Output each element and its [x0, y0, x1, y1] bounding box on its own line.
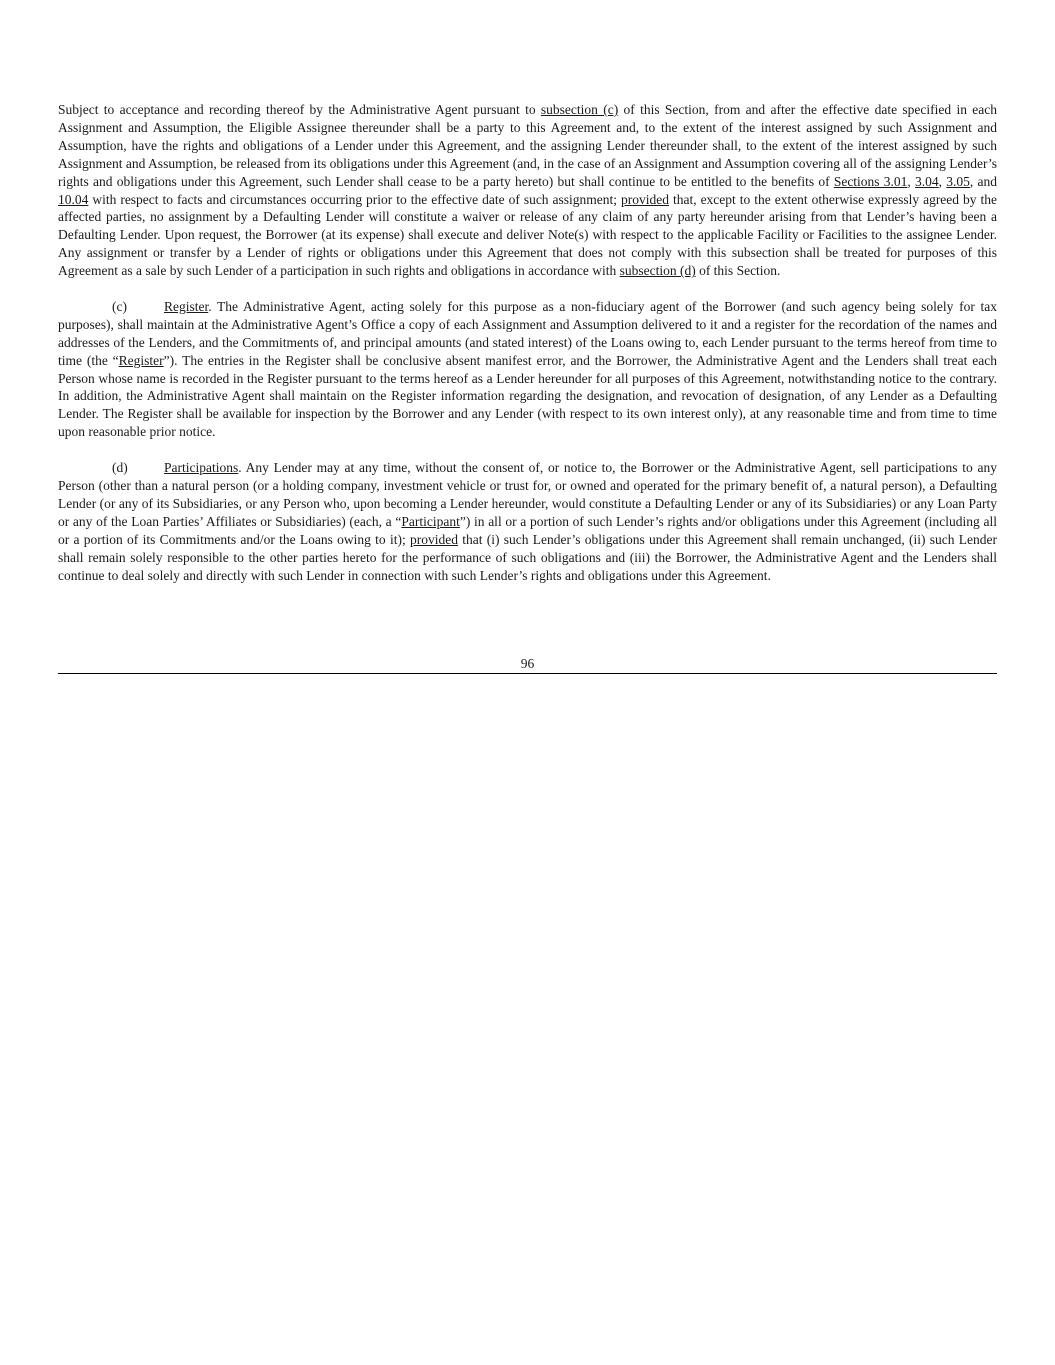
text-run: ”) in all or a portion of such Lender’s rights and/or obligations under this Agreement (including all or a portion of its Commitments and/or the Loans owing to it);	[58, 513, 997, 547]
text-run: with respect to facts and circumstances occurring prior to the effective date of such assignment;	[88, 191, 621, 207]
clause-heading-register: Register	[164, 298, 209, 314]
page-number: 96	[520, 656, 535, 671]
text-run: . The Administrative Agent, acting solely for this purpose as a non-fiduciary agent of the Borrower (and such agency being solely for tax purposes), shall maintain at the Administrative Agent’s Office a copy of each Assignment and Assumption delivered to it and a register for the recordation of the names and addresses of the Lenders, and the Commitments of, and principal amounts (and stated interest) of the Loans owing to, each Lender pursuant to the terms hereof from time to time (the “	[58, 298, 997, 368]
text-run: ,	[907, 173, 916, 189]
paragraph-register	[58, 298, 997, 441]
paragraph-assignment-effect	[58, 101, 997, 280]
text-run: . Any Lender may at any time, without the consent of, or notice to, the Borrower or the Administrative Agent, sell participations to any Person (other than a natural person (or a holding company, investment vehicle or trust for, or owned and operated for the primary benefit of, a natural person), a Defaulting Lender (or any of its Subsidiaries, or any Person who, upon becoming a Lender hereunder, would constitute a Defaulting Lender or any of its Subsidiaries) or any Loan Party or any of the Loan Parties’ Affiliates or Subsidiaries) (each, a “	[58, 460, 997, 529]
defined-term-register: Register	[118, 352, 164, 368]
clause-label: (c)	[112, 298, 127, 314]
paragraph-participations	[58, 459, 997, 584]
provided-term: provided	[621, 191, 669, 207]
provided-term: provided	[409, 531, 458, 547]
defined-term-participant: Participant	[401, 513, 460, 529]
text-run: ,	[938, 173, 947, 189]
clause-label: (d)	[112, 460, 128, 476]
section-10-04-reference: 10.04	[58, 191, 89, 207]
clause-heading-participations: Participations	[164, 460, 239, 476]
text-run: Subject to acceptance and recording thereof by the Administrative Agent pursuant to	[58, 102, 541, 117]
text-run: of this Section.	[695, 263, 781, 279]
text-run: that, except to the extent otherwise expressly agreed by the affected parties, no assignment by a Defaulting Lender will constitute a waiver or release of any claim of any party hereunder arising from that Lender’s having been a Defaulting Lender. Upon request, the Borrower (at its expense) shall execute and deliver Note(s) with respect to the applicable Facility or Facilities to the assignee Lender. Any assignment or transfer by a Lender of rights or obligations under this Agreement that does not comply with this subsection shall be treated for purposes of this Agreement as a sale by such Lender of a participation in such rights and obligations in accordance with	[58, 191, 997, 279]
section-3-01-reference: Sections 3.01	[833, 173, 908, 189]
text-run: , and	[969, 173, 998, 189]
subsection-c-reference: subsection (c)	[540, 102, 619, 117]
section-3-04-reference: 3.04	[915, 173, 939, 189]
text-run: that (i) such Lender’s obligations under this Agreement shall remain unchanged, (ii) such Lender shall remain solely responsible to the other parties hereto for the performance of such obligations and (iii) the Borrower, the Administrative Agent and the Lenders shall continue to deal solely and directly with such Lender in connection with such Lender’s rights and obligations under this Agreement.	[58, 531, 997, 583]
document-body	[58, 101, 997, 602]
subsection-d-reference: subsection (d)	[619, 263, 696, 279]
footer-rule	[58, 673, 997, 674]
section-3-05-reference: 3.05	[946, 173, 970, 189]
text-run: ”). The entries in the Register shall be conclusive absent manifest error, and the Borrower, the Administrative Agent and the Lenders shall treat each Person whose name is recorded in the Register pursuant to the terms hereof as a Lender hereunder for all purposes of this Agreement, notwithstanding notice to the contrary. In addition, the Administrative Agent shall maintain on the Register information regarding the designation, and revocation of designation, of any Lender as a Defaulting Lender. The Register shall be available for inspection by the Borrower and any Lender (with respect to its own interest only), at any reasonable time and from time to time upon reasonable prior notice.	[58, 352, 997, 440]
text-run: of this Section, from and after the effective date specified in each Assignment and Assumption, the Eligible Assignee thereunder shall be a party to this Agreement and, to the extent of the interest assigned by such Assignment and Assumption, have the rights and obligations of a Lender under this Agreement, and the assigning Lender thereunder shall, to the extent of the interest assigned by such Assignment and Assumption, be released from its obligations under this Agreement (and, in the case of an Assignment and Assumption covering all of the assigning Lender’s rights and obligations under this Agreement, such Lender shall cease to be a party hereto) but shall continue to be entitled to the benefits of	[58, 102, 997, 189]
